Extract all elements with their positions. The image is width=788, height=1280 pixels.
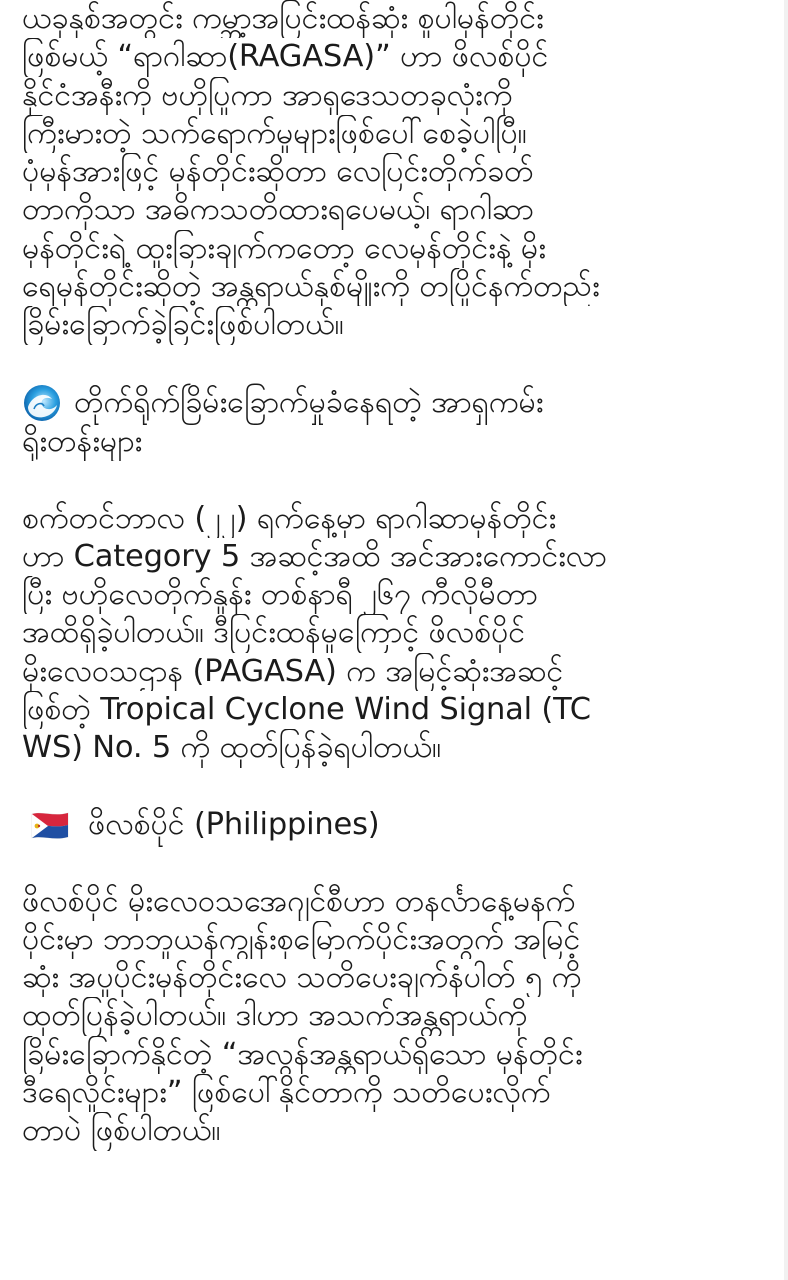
paragraph-gap: [22, 461, 772, 499]
text-line: ပိုင်းမှာ ဘာဘူယန်ကျွန်းစုမြောက်ပိုင်းအတွက် အမြင့်: [22, 921, 581, 957]
section-heading-text: ရိုးတန်းများ: [22, 423, 143, 459]
water-wave-icon: [22, 383, 62, 423]
text-line: တာကိုသာ အဓိကသတိထားရပေမယ့်၊ ရာဂါဆာ: [22, 192, 534, 228]
text-line: စက်တင်ဘာလ (၂၂) ရက်နေ့မှာ ရာဂါဆာမုန်တိုင်း: [22, 500, 557, 536]
text-line: တာပဲ ဖြစ်ပါတယ်။: [22, 1113, 221, 1149]
paragraph-gap: [22, 844, 772, 882]
flag-icon: [30, 810, 70, 840]
country-heading: [22, 806, 772, 844]
text-line: ဆုံး အပူပိုင်းမုန်တိုင်းလေ သတိပေးချက်နံပါတ် ၅ ကို: [22, 960, 582, 996]
post-body: [22, 0, 772, 1151]
section-heading-text: တိုက်ရိုက်ခြိမ်းခြောက်မှုခံနေရတဲ့ အာရှကမ်း: [74, 384, 544, 420]
paragraph-gap: [22, 768, 772, 806]
text-line: နိုင်ငံအနီးကို ဗဟိုပြုကာ အာရှဒေသတခုလုံးကို: [22, 77, 513, 113]
text-line: ပုံမှန်အားဖြင့် မုန်တိုင်းဆိုတာ လေပြင်းတိုက်ခတ်: [22, 154, 534, 190]
text-line: ဖြစ်မယ့် “ရာဂါဆာ(RAGASA)” ဟာ ဖိလစ်ပိုင်: [22, 39, 549, 75]
paragraph-gap: [22, 345, 772, 383]
text-line: ဖိလစ်ပိုင် မိုးလေဝသအေဂျင်စီဟာ တနင်္လာနေ့မနက်: [22, 883, 576, 919]
section-heading-first-line: [22, 383, 772, 423]
text-line: အထိရှိခဲ့ပါတယ်။ ဒီပြင်းထန်မှုကြောင့် ဖိလစ်ပိုင်: [22, 615, 525, 651]
country-heading-line: [22, 806, 772, 844]
text-line: မုန်တိုင်းရဲ့ ထူးခြားချက်ကတော့ လေမုန်တိုင်းနဲ့ မိုး: [22, 230, 546, 266]
text-line: ဒီရေလှိုင်းများ” ဖြစ်ပေါ်နိုင်တာကို သတိပေးလိုက်: [22, 1075, 551, 1111]
landfall-paragraph: [22, 500, 772, 768]
section-heading: [22, 383, 772, 461]
text-line: ဟာ Category 5 အဆင့်အထိ အင်အားကောင်းလာ: [22, 538, 607, 574]
text-line: ကြီးမားတဲ့ သက်ရောက်မှုများဖြစ်ပေါ်စေခဲ့ပါပြီ။: [22, 115, 527, 151]
text-line: ပြီး ဗဟိုလေတိုက်နှုန်း တစ်နာရီ ၂၆၇ ကီလိုမီတာ: [22, 577, 538, 613]
text-line: မိုးလေဝသဌာန (PAGASA) က အမြင့်ဆုံးအဆင့်: [22, 653, 564, 689]
text-line: ခြိမ်းခြောက်ခဲ့ခြင်းဖြစ်ပါတယ်။: [22, 307, 344, 343]
text-line: ဖြစ်တဲ့ Tropical Cyclone Wind Signal (TC: [22, 692, 591, 728]
intro-paragraph: [22, 0, 772, 345]
text-line: ခြိမ်းခြောက်နိုင်တဲ့ “အလွန်အန္တရာယ်ရှိသော မုန်တိုင်း: [22, 1036, 583, 1072]
text-line: ရေမုန်တိုင်းဆိုတဲ့ အန္တရာယ်နှစ်မျိုးကို တပြိုင်နက်တည်း: [22, 269, 600, 305]
text-line: ယခုနှစ်အတွင်း ကမ္ဘာ့အပြင်းထန်ဆုံး စူပါမုန်တိုင်း: [22, 1, 544, 36]
screen-edge: [784, 0, 788, 1280]
text-line: ထုတ်ပြန်ခဲ့ပါတယ်။ ဒါဟာ အသက်အန္တရာယ်ကို: [22, 998, 528, 1034]
text-line: WS) No. 5 ကို ထုတ်ပြန်ခဲ့ရပါတယ်။: [22, 730, 442, 766]
philippines-paragraph: [22, 883, 772, 1151]
country-heading-text: ဖိလစ်ပိုင် (Philippines): [88, 806, 380, 842]
